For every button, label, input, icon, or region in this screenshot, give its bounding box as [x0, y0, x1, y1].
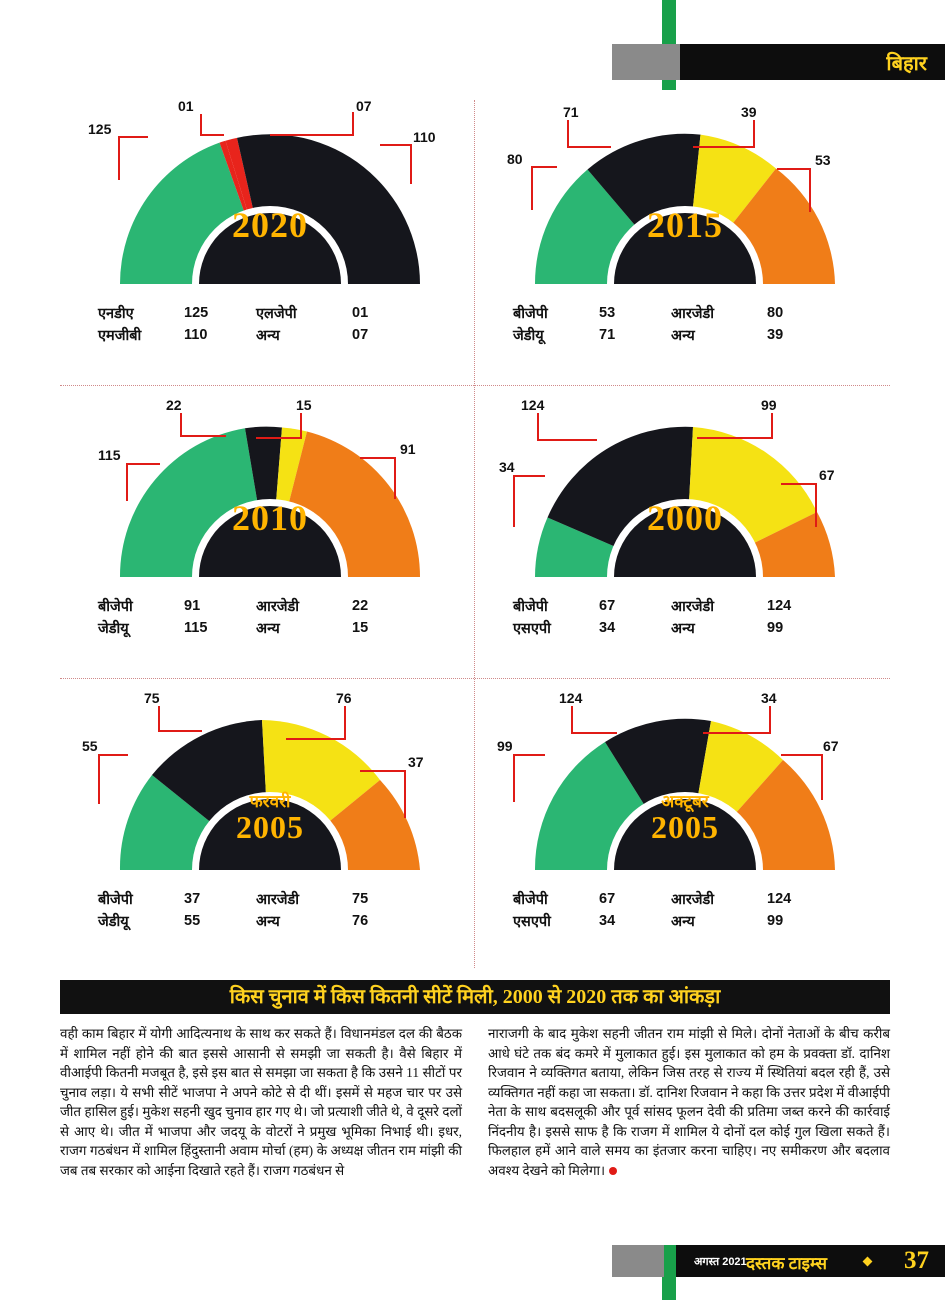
callout-oct2005-0: 99	[497, 738, 513, 754]
leader-line-oct2005-0	[513, 754, 545, 802]
callout-feb2005-1: 75	[144, 690, 160, 706]
legend-row: बीजेपी 37 आरजेडी 75	[98, 891, 369, 908]
gauge-year-feb-2005: फरवरी 2005	[236, 792, 304, 845]
legend-2010	[98, 595, 448, 639]
legend-row: एनडीए 125 एलजेपी 01	[98, 305, 369, 322]
chart-card-feb-2005	[60, 682, 475, 975]
callout-2020-3: 110	[413, 129, 436, 145]
leader-line-2020-1	[200, 114, 224, 136]
leader-line-2015-2	[693, 120, 755, 148]
callout-2015-0: 80	[507, 151, 523, 167]
footer-green-block	[664, 1245, 676, 1277]
gauge-year-2010: 2010	[232, 498, 308, 538]
callout-2020-1: 01	[178, 98, 194, 114]
article-body	[60, 1024, 890, 1204]
article-column-right	[488, 1024, 890, 1204]
legend-row: एमजीबी 110 अन्य 07	[98, 327, 369, 344]
leader-line-feb2005-3	[360, 770, 406, 818]
legend-oct-2005	[513, 888, 863, 932]
callout-2015-1: 71	[563, 104, 579, 120]
legend-row: जेडीयू 71 अन्य 39	[513, 327, 784, 344]
chart-banner	[60, 980, 890, 1014]
gauge-year-oct-2005: अक्टूबर 2005	[651, 792, 719, 845]
callout-2000-0: 34	[499, 459, 515, 475]
bottom-green-accent	[662, 1277, 676, 1300]
section-header	[612, 44, 945, 80]
leader-line-2010-2	[256, 413, 302, 439]
legend-row: जेडीयू 55 अन्य 76	[98, 913, 369, 930]
callout-2010-0: 115	[98, 447, 121, 463]
legend-feb-2005	[98, 888, 448, 932]
header-grey-block	[612, 44, 680, 80]
leader-line-2020-3	[380, 144, 412, 184]
leader-line-2015-1	[567, 120, 611, 148]
leader-line-feb2005-2	[286, 706, 346, 740]
leader-line-oct2005-1	[571, 706, 617, 734]
page-footer	[612, 1245, 945, 1277]
callout-2000-1: 124	[521, 397, 545, 413]
leader-line-2000-3	[781, 483, 817, 527]
callout-feb2005-2: 76	[336, 690, 352, 706]
legend-row: बीजेपी 67 आरजेडी 124	[513, 891, 792, 908]
gauge-year-2000: 2000	[647, 498, 723, 538]
legend-row: बीजेपी 67 आरजेडी 124	[513, 598, 792, 615]
legend-row: बीजेपी 91 आरजेडी 22	[98, 598, 369, 615]
callout-2020-2: 07	[356, 98, 372, 114]
callout-oct2005-1: 124	[559, 690, 583, 706]
callout-feb2005-3: 37	[408, 754, 424, 770]
chart-card-oct-2005	[475, 682, 890, 975]
callout-2020-0: 125	[88, 121, 112, 137]
legend-row: एसएपी 34 अन्य 99	[513, 913, 784, 930]
callout-2015-3: 53	[815, 152, 831, 168]
callout-2010-1: 22	[166, 397, 182, 413]
footer-issue-date: अगस्त 2021	[694, 1256, 747, 1268]
gauge-chart-grid	[60, 96, 890, 976]
callout-2000-2: 99	[761, 397, 777, 413]
leader-line-feb2005-1	[158, 706, 202, 732]
legend-row: बीजेपी 53 आरजेडी 80	[513, 305, 784, 322]
callout-2015-2: 39	[741, 104, 757, 120]
chart-card-2020	[60, 96, 475, 389]
legend-2000	[513, 595, 863, 639]
leader-line-feb2005-0	[98, 754, 128, 804]
leader-line-2000-2	[697, 413, 773, 439]
gauge-2020	[110, 114, 430, 289]
leader-line-2000-1	[537, 413, 597, 441]
end-dot	[609, 1167, 617, 1175]
callout-feb2005-0: 55	[82, 738, 98, 754]
legend-2020	[98, 302, 448, 346]
callout-oct2005-2: 34	[761, 690, 777, 706]
leader-line-2000-0	[513, 475, 545, 527]
chart-card-2010	[60, 389, 475, 682]
callout-2010-2: 15	[296, 397, 312, 413]
section-title: बिहार	[886, 53, 927, 75]
page-number: 37	[904, 1247, 929, 1274]
leader-line-oct2005-3	[781, 754, 823, 800]
leader-line-2010-0	[126, 463, 160, 501]
top-white-bar	[0, 0, 945, 14]
leader-line-2010-3	[360, 457, 396, 499]
legend-row: जेडीयू 115 अन्य 15	[98, 620, 369, 637]
article-column-left: वही काम बिहार में योगी आदित्यनाथ के साथ कर सकते हैं। विधानमंडल दल की बैठक में शामिल नहीं होने की बात इससे आसानी से समझी जा सकती है। वैसे बिहार में वीआईपी कितनी मजबूत है, इसे इस बात से समझा जा सकता है कि उसने 11 सीटों पर चुनाव लड़ा। ये सभी सीटें भाजपा ने अपने कोटे से दी थीं। इसमें से महज चार पर उसे जीत हासिल हुई। मुकेश सहनी खुद चुनाव हार गए थे। जो प्रत्याशी जीते थे, वे दूसरे दलों से आए थे। जीत में भाजपा और जदयू के वोटरों ने प्रमुख भूमिका निभाई थी। इधर, राजग गठबंधन में शामिल हिंदुस्तानी अवाम मोर्चा (हम) के अध्यक्ष जीतन राम मांझी की जब तब सरकार को आईना दिखाते रहते हैं। राजग गठबंधन से	[60, 1026, 462, 1178]
legend-2015	[513, 302, 863, 346]
article-right-text: नाराजगी के बाद मुकेश सहनी जीतन राम मांझी से मिले। दोनों नेताओं के बीच करीब आधे घंटे तक बंद कमरे में मुलाकात हुई। इस मुलाकात को हम के प्रवक्ता डॉ. दानिश रिजवान ने व्यक्तिगत बताया, लेकिन जिस तरह से राज्य में स्थितियां बदल रही हैं, उसे व्यक्तिगत नहीं कहा जा सकता। डॉ. दानिश रिजवान ने कहा कि उत्तर प्रदेश में वीआईपी नेता के साथ बदसलूकी और पूर्व सांसद फूलन देवी की प्रतिमा जब्त करने की कार्रवाई निंदनीय है। इससे साफ है कि राजग में शामिल ये दोनों दल कोई गुल खिला सकते हैं। फिलहाल हमें आने वाले समय का इंतजार करना चाहिए। नए समीकरण और बदलाव अवश्य देखने को मिलेगा।	[488, 1026, 890, 1178]
gauge-year-2015: 2015	[647, 205, 723, 245]
chart-card-2015	[475, 96, 890, 389]
banner-text: किस चुनाव में किस कितनी सीटें मिली, 2000 से 2020 तक का आंकड़ा	[229, 986, 721, 1008]
chart-card-2000	[475, 389, 890, 682]
callout-oct2005-3: 67	[823, 738, 839, 754]
leader-line-2015-0	[531, 166, 557, 210]
gauge-year-2020: 2020	[232, 205, 308, 245]
leader-line-oct2005-2	[703, 706, 771, 734]
callout-2000-3: 67	[819, 467, 835, 483]
leader-line-2020-0	[118, 136, 148, 180]
callout-2010-3: 91	[400, 441, 416, 457]
leader-line-2020-2	[270, 112, 354, 136]
legend-row: एसएपी 34 अन्य 99	[513, 620, 784, 637]
footer-grey-block	[612, 1245, 664, 1277]
leader-line-2010-1	[180, 413, 226, 437]
footer-magazine-name: दस्तक टाइम्स	[746, 1254, 827, 1273]
leader-line-2015-3	[777, 168, 811, 212]
